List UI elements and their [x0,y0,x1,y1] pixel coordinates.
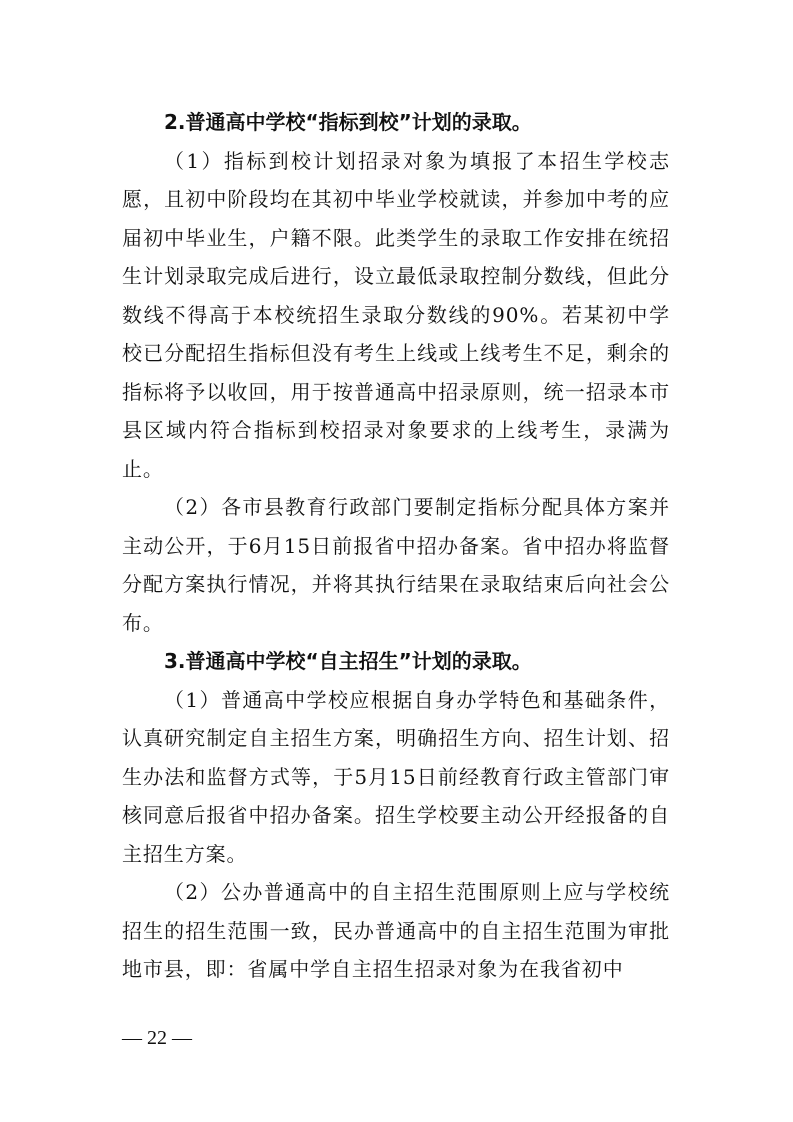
paragraph-3-2: （2）公办普通高中的自主招生范围原则上应与学校统招生的招生范围一致，民办普通高中的自主招生范围为审批地市县，即：省属中学自主招生招录对象为在我省初中 [122,880,670,981]
page-content [122,103,670,989]
paragraph-3-1: （1）普通高中学校应根据自身办学特色和基础条件，认真研究制定自主招生方案，明确招生方向、招生计划、招生办法和监督方式等，于5月15日前经教育行政主管部门审核同意后报省中招办备案。招生学校要主动公开经报备的自主招生方案。 [122,687,670,866]
section-heading-2: 2.普通高中学校“指标到校”计划的录取。 [164,110,532,134]
page-number: — 22 — [122,1027,192,1049]
section-heading-3: 3.普通高中学校“自主招生”计划的录取。 [164,649,532,673]
paragraph-2-1: （1）指标到校计划招录对象为填报了本招生学校志愿，且初中阶段均在其初中毕业学校就读，并参加中考的应届初中毕业生，户籍不限。此类学生的录取工作安排在统招生计划录取完成后进行，设立最低录取控制分数线，但此分数线不得高于本校统招生录取分数线的90%。若某初中学校已分配招生指标但没有考生上线或上线考生不足，剩余的指标将予以收回，用于按普通高中招录原则，统一招录本市县区域内符合指标到校招录对象要求的上线考生，录满为止。 [122,148,670,481]
paragraph-2-2: （2）各市县教育行政部门要制定指标分配具体方案并主动公开，于6月15日前报省中招办备案。省中招办将监督分配方案执行情况，并将其执行结果在录取结束后向社会公布。 [122,495,670,635]
